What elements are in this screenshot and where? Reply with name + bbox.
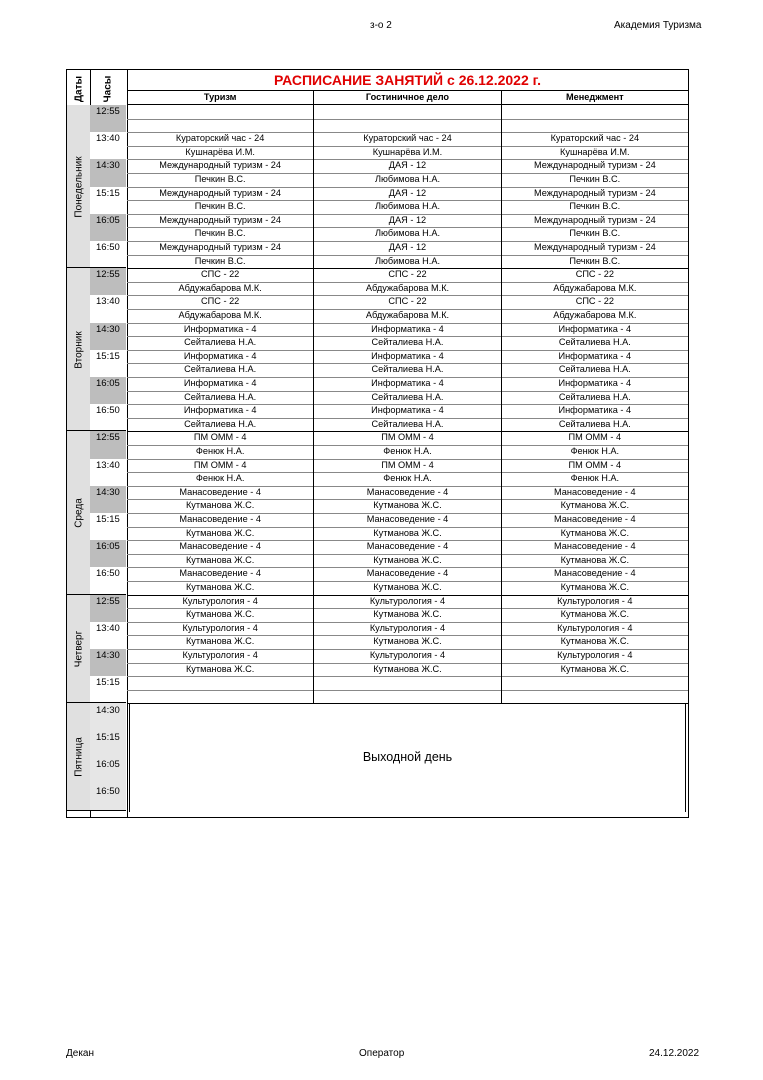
time-label: 16:50 <box>96 242 120 253</box>
subject-cell: Международный туризм - 24 <box>533 187 656 198</box>
subject-cell: СПС - 22 <box>575 296 614 307</box>
subject-cell: ПМ ОММ - 4 <box>314 431 501 445</box>
subject-row <box>127 377 688 392</box>
subject-cell: Кураторский час - 24 <box>314 132 501 146</box>
subject-row <box>127 513 688 528</box>
teacher-row <box>127 309 688 324</box>
teacher-row <box>127 608 688 623</box>
teacher-cell: Печкин В.С. <box>569 174 621 184</box>
teacher-cell: Кутманова Ж.С. <box>560 527 630 538</box>
teacher-cell: Фенюк Н.А. <box>127 472 314 486</box>
teacher-row <box>127 391 688 406</box>
column-headers <box>127 90 688 105</box>
subject-cell: ПМ ОММ - 4 <box>568 432 622 443</box>
teacher-cell: Кушнарёва И.М. <box>314 146 501 160</box>
subject-cell: СПС - 22 <box>575 269 614 280</box>
teacher-cell: Сейталиева Н.А. <box>558 337 631 348</box>
subject-row <box>127 431 688 446</box>
subject-cell: Информатика - 4 <box>127 323 314 337</box>
subject-cell: Международный туризм - 24 <box>127 187 314 201</box>
time-slot <box>90 513 126 540</box>
time-label: 13:40 <box>96 133 120 145</box>
teacher-cell: Фенюк Н.А. <box>314 445 501 459</box>
time-label: 15:15 <box>96 732 120 744</box>
time-slot <box>90 323 126 350</box>
time-label: 13:40 <box>96 622 120 634</box>
teacher-cell: Абдужабарова М.К. <box>314 282 501 296</box>
schedule-title: РАСПИСАНИЕ ЗАНЯТИЙ с 26.12.2022 г. <box>127 70 688 91</box>
time-label: 12:55 <box>96 432 120 444</box>
subject-cell <box>127 676 314 690</box>
teacher-cell: Печкин В.С. <box>127 200 314 214</box>
teacher-cell: Кутманова Ж.С. <box>560 609 630 620</box>
subject-cell: Манасоведение - 4 <box>314 567 501 581</box>
teacher-cell: Кутманова Ж.С. <box>314 581 501 595</box>
teacher-cell <box>314 690 501 704</box>
teacher-row <box>127 255 688 270</box>
teacher-row <box>127 363 688 378</box>
teacher-cell: Кушнарёва И.М. <box>560 146 630 157</box>
teacher-cell: Кутманова Ж.С. <box>314 635 501 649</box>
teacher-cell <box>127 690 314 704</box>
teacher-cell: Абдужабарова М.К. <box>127 309 314 323</box>
teacher-cell: Печкин В.С. <box>569 201 621 212</box>
dates-header: Даты <box>73 75 84 103</box>
subject-cell: Культурология - 4 <box>557 650 633 660</box>
subject-row <box>127 649 688 664</box>
time-slot <box>90 676 126 703</box>
operator-label: Оператор <box>359 1048 405 1059</box>
teacher-cell: Кутманова Ж.С. <box>560 500 630 511</box>
subject-row <box>127 350 688 365</box>
day-label: Пятница <box>73 737 84 778</box>
teacher-row <box>127 336 688 351</box>
time-label: 12:55 <box>96 595 120 607</box>
subject-cell: Международный туризм - 24 <box>533 242 656 252</box>
teacher-cell: Любимова Н.А. <box>314 255 501 269</box>
subject-cell: Информатика - 4 <box>314 350 501 364</box>
column-header-hotel: Гостиничное дело <box>314 90 501 104</box>
teacher-cell: Любимова Н.А. <box>314 173 501 187</box>
teacher-cell: Печкин В.С. <box>127 227 314 241</box>
subject-cell <box>314 105 501 119</box>
subject-cell: Культурология - 4 <box>557 622 633 633</box>
teacher-cell: Кутманова Ж.С. <box>127 581 314 595</box>
time-slot <box>90 295 126 322</box>
subject-cell: ПМ ОММ - 4 <box>127 459 314 473</box>
subject-cell: ПМ ОММ - 4 <box>314 459 501 473</box>
teacher-cell <box>502 690 688 704</box>
time-slot <box>90 187 126 214</box>
time-slot <box>90 132 126 159</box>
subject-cell: Культурология - 4 <box>127 622 314 636</box>
teacher-cell: Печкин В.С. <box>569 255 621 266</box>
time-slot <box>90 241 126 268</box>
subject-row <box>127 404 688 419</box>
teacher-cell: Сейталиева Н.А. <box>558 418 631 429</box>
subject-row <box>127 676 688 691</box>
subject-row <box>127 268 688 283</box>
teacher-cell <box>502 119 688 133</box>
subject-cell: Международный туризм - 24 <box>127 214 314 228</box>
time-label: 12:55 <box>96 269 120 281</box>
teacher-cell: Любимова Н.А. <box>314 227 501 241</box>
teacher-row <box>127 173 688 188</box>
teacher-cell: Абдужабарова М.К. <box>553 310 637 320</box>
teacher-cell: Сейталиева Н.А. <box>314 363 501 377</box>
subject-cell <box>502 105 688 119</box>
time-label: 16:05 <box>96 214 120 226</box>
subject-cell: Информатика - 4 <box>127 377 314 391</box>
subject-row <box>127 540 688 555</box>
subject-row <box>127 132 688 147</box>
subject-cell: Манасоведение - 4 <box>314 540 501 554</box>
subject-cell: Культурология - 4 <box>314 622 501 636</box>
subject-cell: Информатика - 4 <box>558 378 632 388</box>
subject-cell: Манасоведение - 4 <box>314 513 501 527</box>
teacher-cell: Кутманова Ж.С. <box>127 527 314 541</box>
time-slot <box>90 350 126 377</box>
teacher-cell: Абдужабарова М.К. <box>314 309 501 323</box>
subject-cell: Международный туризм - 24 <box>533 214 656 225</box>
subject-cell <box>127 105 314 119</box>
day-cell <box>67 595 90 704</box>
day-off-box <box>129 703 686 812</box>
subject-row <box>127 595 688 610</box>
teacher-cell: Сейталиева Н.А. <box>127 391 314 405</box>
time-slot <box>90 459 126 486</box>
teacher-cell: Кутманова Ж.С. <box>127 499 314 513</box>
time-label: 14:30 <box>96 160 120 172</box>
subject-cell: Информатика - 4 <box>314 404 501 418</box>
subject-row <box>127 622 688 637</box>
subject-cell: Манасоведение - 4 <box>314 486 501 500</box>
subject-cell: Культурология - 4 <box>127 595 314 609</box>
subject-cell: Информатика - 4 <box>558 350 632 361</box>
teacher-row <box>127 200 688 215</box>
teacher-cell: Кутманова Ж.С. <box>314 608 501 622</box>
teacher-cell: Абдужабарова М.К. <box>127 282 314 296</box>
subject-cell: Манасоведение - 4 <box>554 486 636 497</box>
subject-cell: Культурология - 4 <box>314 595 501 609</box>
time-label: 15:15 <box>96 187 120 199</box>
teacher-cell: Сейталиева Н.А. <box>314 391 501 405</box>
subject-row <box>127 214 688 229</box>
subject-row <box>127 187 688 202</box>
time-label: 16:05 <box>96 759 120 771</box>
day-cell <box>67 431 90 594</box>
teacher-cell: Кутманова Ж.С. <box>127 608 314 622</box>
teacher-row <box>127 527 688 542</box>
subject-cell: Кураторский час - 24 <box>550 133 640 144</box>
time-slot <box>90 486 126 513</box>
day-label: Среда <box>73 498 84 528</box>
subject-cell: СПС - 22 <box>127 295 314 309</box>
teacher-cell: Кутманова Ж.С. <box>314 527 501 541</box>
time-slot <box>90 105 126 132</box>
column-header-management: Менеджмент <box>565 92 624 102</box>
time-slot <box>90 622 126 649</box>
teacher-cell: Кутманова Ж.С. <box>127 663 314 677</box>
subject-cell: Культурология - 4 <box>127 649 314 663</box>
subject-cell: Культурология - 4 <box>314 649 501 663</box>
teacher-cell <box>127 119 314 133</box>
teacher-cell: Кутманова Ж.С. <box>560 663 630 674</box>
day-label: Понедельник <box>73 155 84 218</box>
time-label: 16:50 <box>96 568 120 580</box>
teacher-cell: Печкин В.С. <box>569 228 621 239</box>
subject-row <box>127 159 688 174</box>
time-label: 14:30 <box>96 486 120 498</box>
subject-cell: Информатика - 4 <box>127 404 314 418</box>
time-label: 15:15 <box>96 514 120 525</box>
time-slot <box>90 730 126 757</box>
subject-cell: Информатика - 4 <box>127 350 314 364</box>
time-label: 12:55 <box>96 106 120 117</box>
time-slot <box>90 214 126 241</box>
subject-cell: Манасоведение - 4 <box>127 486 314 500</box>
dean-label: Декан <box>66 1048 95 1059</box>
teacher-cell: Кутманова Ж.С. <box>314 663 501 677</box>
teacher-cell: Кутманова Ж.С. <box>314 554 501 568</box>
teacher-row <box>127 472 688 487</box>
teacher-cell: Сейталиева Н.А. <box>558 391 631 402</box>
subject-cell: Информатика - 4 <box>558 323 632 334</box>
day-off-label: Выходной день <box>362 750 453 765</box>
time-label: 14:30 <box>96 705 120 717</box>
teacher-cell: Сейталиева Н.А. <box>127 336 314 350</box>
subject-cell: СПС - 22 <box>127 268 314 282</box>
hours-header: Часы <box>102 75 114 103</box>
teacher-cell: Кутманова Ж.С. <box>560 582 630 592</box>
teacher-row <box>127 499 688 514</box>
subject-cell: ДАЯ - 12 <box>314 241 501 255</box>
time-label: 15:15 <box>96 677 120 689</box>
teacher-row <box>127 119 688 134</box>
teacher-row <box>127 663 688 678</box>
subject-row <box>127 241 688 256</box>
subject-cell: Манасоведение - 4 <box>127 513 314 527</box>
subject-cell: Манасоведение - 4 <box>554 541 636 552</box>
time-label: 14:30 <box>96 650 120 661</box>
teacher-row <box>127 418 688 433</box>
time-slot <box>90 595 126 622</box>
time-slot <box>90 567 126 594</box>
teacher-cell: Кутманова Ж.С. <box>314 499 501 513</box>
teacher-cell: Абдужабарова М.К. <box>553 282 637 293</box>
subject-cell: Информатика - 4 <box>314 377 501 391</box>
time-slot <box>90 268 126 295</box>
time-slot <box>90 159 126 186</box>
teacher-cell: Печкин В.С. <box>127 173 314 187</box>
day-cell <box>67 268 90 431</box>
time-label: 16:05 <box>96 541 120 553</box>
time-slot <box>90 540 126 567</box>
day-cell <box>67 703 90 811</box>
subject-cell: ПМ ОММ - 4 <box>568 459 622 470</box>
subject-cell: Международный туризм - 24 <box>127 241 314 255</box>
subject-cell: Информатика - 4 <box>314 323 501 337</box>
subject-row <box>127 323 688 338</box>
teacher-cell: Кутманова Ж.С. <box>560 636 630 647</box>
footer-date: 24.12.2022 <box>649 1048 700 1059</box>
teacher-cell: Сейталиева Н.А. <box>127 418 314 432</box>
subject-row <box>127 459 688 474</box>
time-label: 16:05 <box>96 378 120 389</box>
teacher-row <box>127 581 688 596</box>
time-label: 16:50 <box>96 405 120 417</box>
subject-cell: СПС - 22 <box>314 268 501 282</box>
subject-cell: ДАЯ - 12 <box>314 159 501 173</box>
teacher-row <box>127 445 688 460</box>
day-separator <box>90 810 126 811</box>
subject-row <box>127 295 688 310</box>
teacher-row <box>127 554 688 569</box>
subject-cell: Манасоведение - 4 <box>554 568 636 579</box>
time-slot <box>90 703 126 730</box>
time-label: 16:50 <box>96 786 120 798</box>
teacher-cell <box>314 119 501 133</box>
dates-column <box>67 70 91 817</box>
subject-row <box>127 486 688 501</box>
teacher-row <box>127 635 688 650</box>
schedule-table <box>66 69 689 818</box>
subject-cell: ПМ ОММ - 4 <box>127 431 314 445</box>
time-slot <box>90 377 126 404</box>
subject-cell <box>502 676 688 690</box>
subject-cell: Манасоведение - 4 <box>127 567 314 581</box>
subject-cell: Кураторский час - 24 <box>127 132 314 146</box>
teacher-row <box>127 282 688 297</box>
teacher-cell: Кутманова Ж.С. <box>560 554 630 565</box>
hours-column <box>90 70 128 817</box>
time-label: 15:15 <box>96 350 120 362</box>
subject-row <box>127 105 688 120</box>
teacher-cell: Сейталиева Н.А. <box>558 364 631 375</box>
teacher-cell: Сейталиева Н.А. <box>127 363 314 377</box>
day-label: Вторник <box>73 331 84 369</box>
time-label: 13:40 <box>96 459 120 471</box>
time-slot <box>90 431 126 458</box>
teacher-cell: Кушнарёва И.М. <box>127 146 314 160</box>
subject-cell: ДАЯ - 12 <box>314 214 501 228</box>
page-number: з-о 2 <box>370 20 392 31</box>
time-slot <box>90 757 126 784</box>
teacher-row <box>127 690 688 705</box>
subject-cell: Международный туризм - 24 <box>533 160 656 171</box>
teacher-cell: Печкин В.С. <box>127 255 314 269</box>
teacher-cell: Кутманова Ж.С. <box>127 635 314 649</box>
time-slot <box>90 649 126 676</box>
teacher-row <box>127 227 688 242</box>
subject-cell: ДАЯ - 12 <box>314 187 501 201</box>
subject-cell: Манасоведение - 4 <box>127 540 314 554</box>
time-label: 13:40 <box>96 296 120 308</box>
time-slot <box>90 784 126 811</box>
subject-cell <box>314 676 501 690</box>
teacher-cell: Фенюк Н.А. <box>314 472 501 486</box>
day-cell <box>67 105 90 268</box>
teacher-row <box>127 146 688 161</box>
subject-cell: Международный туризм - 24 <box>127 159 314 173</box>
time-label: 14:30 <box>96 323 120 335</box>
subject-row <box>127 567 688 582</box>
teacher-cell: Фенюк Н.А. <box>570 473 620 484</box>
column-header-tourism: Туризм <box>127 90 314 104</box>
teacher-cell: Сейталиева Н.А. <box>314 336 501 350</box>
teacher-cell: Кутманова Ж.С. <box>127 554 314 568</box>
org-name: Академия Туризма <box>614 20 702 31</box>
teacher-cell: Фенюк Н.А. <box>127 445 314 459</box>
time-slot <box>90 404 126 431</box>
subject-cell: Манасоведение - 4 <box>554 514 636 524</box>
subject-cell: Культурология - 4 <box>557 595 633 606</box>
teacher-cell: Фенюк Н.А. <box>570 446 620 456</box>
teacher-cell: Любимова Н.А. <box>314 200 501 214</box>
teacher-cell: Сейталиева Н.А. <box>314 418 501 432</box>
subject-cell: СПС - 22 <box>314 295 501 309</box>
subject-cell: Информатика - 4 <box>558 405 632 416</box>
day-label: Четверг <box>73 630 84 668</box>
